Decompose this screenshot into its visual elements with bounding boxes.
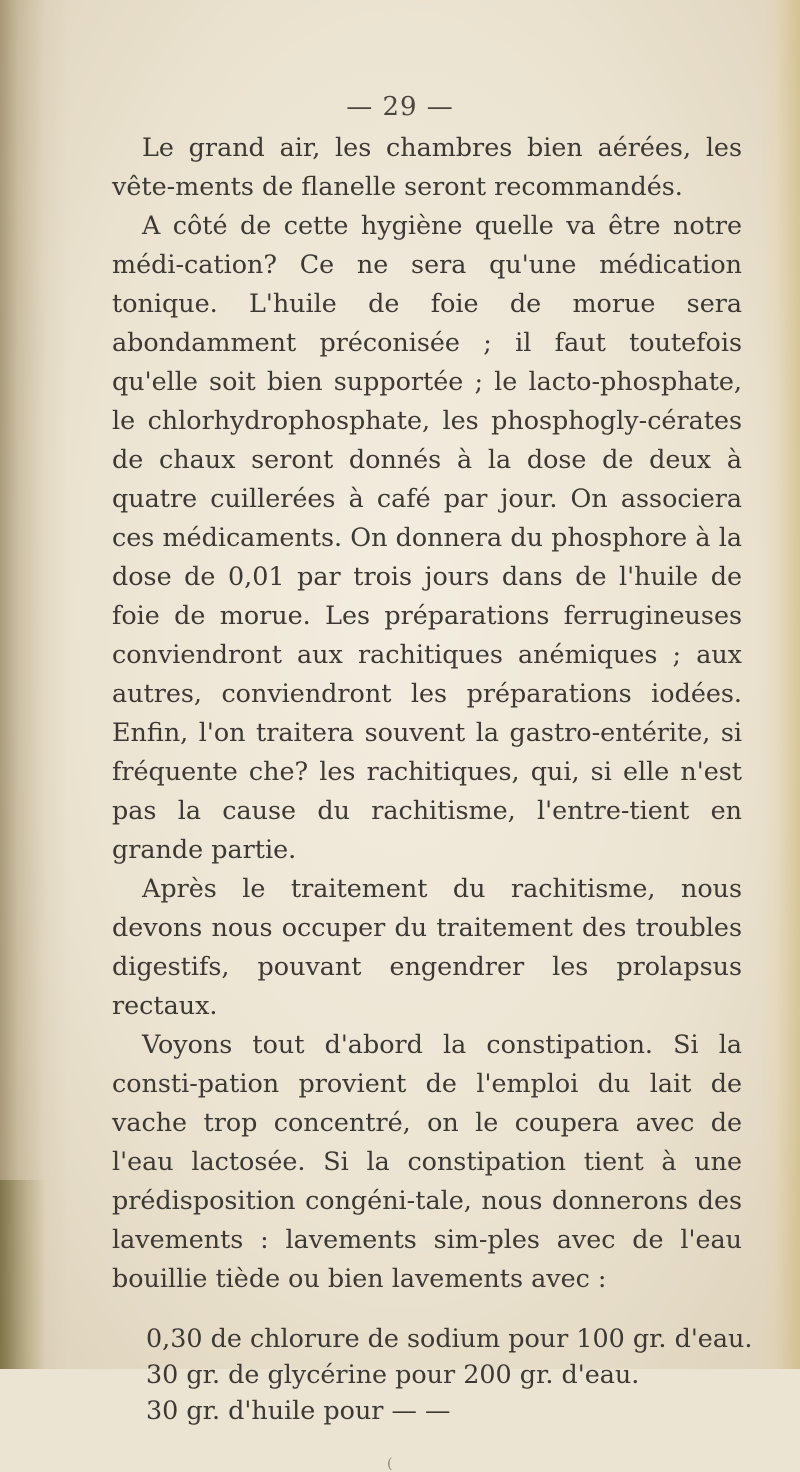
page-number: — 29 —: [346, 92, 454, 122]
paragraph-4: Voyons tout d'abord la constipation. Si la consti-pation provient de l'emploi du lait de vache trop concentré, on le coupera avec de l'eau lactosée. Si la constipation tient à une prédisposition congéni-tale, nous donnerons des lavements : lavements sim-ples avec de l'eau bouillie tiède ou bien lavements avec :: [112, 1029, 742, 1293]
formula-line-2: 30 gr. de glycérine pour 200 gr. d'eau.: [146, 1359, 640, 1389]
stray-mark: (: [387, 1456, 393, 1472]
formula-line-3: 30 gr. d'huile pour — —: [146, 1395, 451, 1425]
binding-stain: [0, 1180, 45, 1369]
paragraph-2: A côté de cette hygiène quelle va être notre médi-cation? Ce ne sera qu'une médication tonique. L'huile de foie de morue sera abondamment préconisée ; il faut toutefois qu'elle soit bien supportée ; le lacto-phosphate, le chlorhydrophosphate, les phosphogly-cérates de chaux seront donnés à la dose de deux à quatre cuillerées à café par jour. On associera ces médicaments. On donnera du phosphore à la dose de 0,01 par trois jours dans de l'huile de foie de morue. Les préparations ferrugineuses conviendront aux rachitiques anémiques ; aux autres, conviendront les préparations iodées. Enfin, l'on traitera souvent la gastro-entérite, si fréquente che? les rachitiques, qui, si elle n'est pas la cause du rachitisme, l'entre-tient en grande partie.: [112, 210, 742, 864]
formula-line-1: 0,30 de chlorure de sodium pour 100 gr. d'eau.: [146, 1323, 753, 1353]
paragraph-1: Le grand air, les chambres bien aérées, les vête-ments de flanelle seront recommandés.: [112, 132, 742, 201]
page-edge-discoloration: [760, 0, 800, 1369]
paragraph-3: Après le traitement du rachitisme, nous devons nous occuper du traitement des troubles digestifs, pouvant engendrer les prolapsus rectaux.: [112, 873, 742, 1020]
binding-shadow: [0, 0, 70, 1369]
formula-list: [146, 1320, 753, 1428]
body-text: [112, 128, 742, 1298]
